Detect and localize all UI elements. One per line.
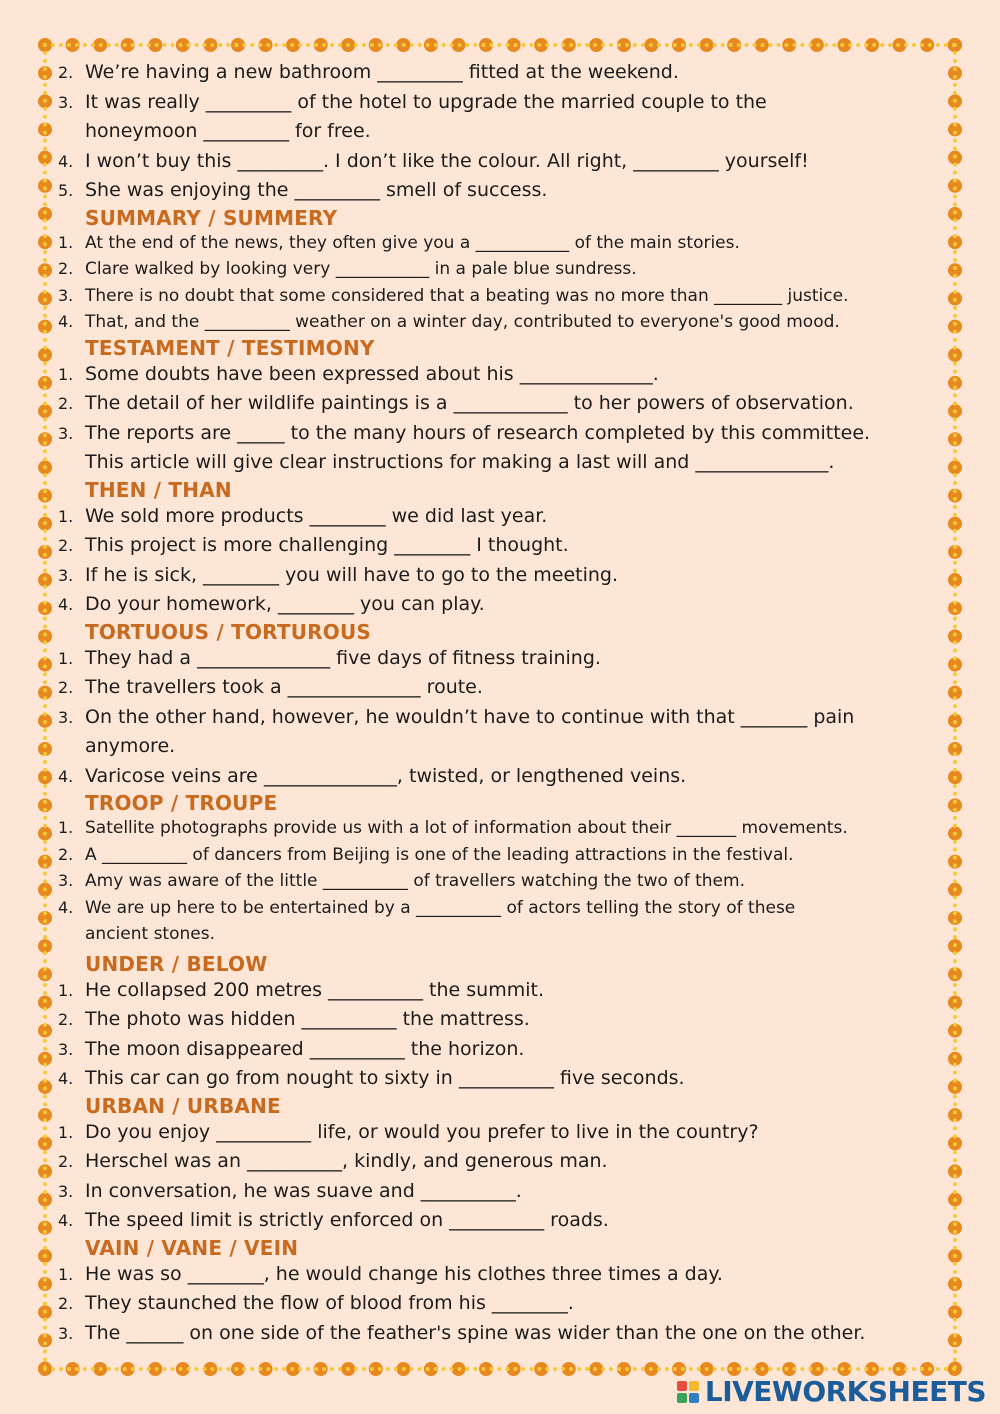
list-item — [58, 1289, 953, 1319]
item-number: 3. — [58, 565, 74, 585]
list-item — [58, 88, 953, 118]
item-text: In conversation, he was suave and __________. — [85, 1179, 522, 1202]
item-number: 4. — [58, 151, 74, 171]
item-number: 4. — [58, 595, 74, 614]
item-text: That, and the __________ weather on a winter day, contributed to everyone's good mood. — [85, 312, 840, 332]
list-item — [58, 448, 953, 478]
list-item — [58, 360, 953, 390]
item-text: anymore. — [85, 735, 176, 757]
item-number: 1. — [58, 980, 74, 1000]
list-item — [58, 1035, 953, 1065]
item-text: At the end of the news, they often give you a ___________ of the main stories. — [85, 232, 740, 253]
item-text: On the other hand, however, he wouldn’t have to continue with that _______ pain — [85, 705, 855, 728]
item-text: There is no doubt that some considered that a beating was no more than ________ justice. — [85, 285, 849, 306]
section-heading-then-than: THEN / THAN — [85, 477, 232, 502]
logo-square-yellow — [689, 1381, 699, 1391]
item-number: 1. — [58, 648, 74, 668]
item-number: 4. — [58, 1069, 74, 1088]
item-text: The travellers took a ______________ route. — [85, 676, 483, 698]
item-number: 3. — [58, 871, 74, 890]
logo-square-blue — [689, 1393, 699, 1403]
item-text: This project is more challenging ________ I thought. — [85, 534, 569, 556]
item-number: 5. — [58, 181, 74, 200]
item-text: A __________ of dancers from Beijing is one of the leading attractions in the festival. — [85, 844, 794, 865]
list-item — [58, 762, 953, 792]
list-item — [58, 921, 953, 948]
list-item — [58, 147, 953, 177]
item-text: Do your homework, ________ you can play. — [85, 593, 485, 615]
item-text: We’re having a new bathroom _________ fitted at the weekend. — [85, 61, 679, 83]
list-item — [58, 1319, 953, 1349]
item-number: 3. — [58, 1039, 74, 1059]
worksheet — [58, 58, 953, 1348]
brand-name: LIVEWORKSHEETS — [704, 1375, 986, 1408]
section-heading-vain-vane-vein: VAIN / VANE / VEIN — [85, 1235, 299, 1260]
item-text: Varicose veins are ______________, twisted, or lengthened veins. — [85, 764, 687, 787]
item-text: Some doubts have been expressed about his ______________. — [85, 362, 659, 385]
item-number: 2. — [58, 63, 74, 82]
item-number: 1. — [58, 506, 74, 526]
continued-exercise — [58, 58, 953, 206]
list-item — [58, 703, 953, 733]
item-number: 4. — [58, 312, 74, 331]
item-text: The photo was hidden __________ the mattress. — [85, 1008, 530, 1030]
list-item — [58, 644, 953, 674]
item-number: 1. — [58, 232, 74, 252]
list-item — [58, 895, 953, 922]
logo-square-red — [677, 1381, 687, 1391]
list-item — [58, 389, 953, 419]
list-item — [58, 176, 953, 206]
list-item — [58, 230, 953, 257]
item-number: 3. — [58, 423, 74, 443]
section-vain-vane-vein — [58, 1260, 953, 1349]
list-item — [58, 1177, 953, 1207]
list-item — [58, 256, 953, 283]
list-item — [58, 1005, 953, 1035]
list-item — [58, 590, 953, 620]
list-item — [58, 309, 953, 336]
section-heading-tortuous: TORTUOUS / TORTUROUS — [85, 619, 371, 644]
item-text: The speed limit is strictly enforced on __________ roads. — [85, 1209, 609, 1231]
item-number: 3. — [58, 285, 74, 305]
item-text: Do you enjoy __________ life, or would you prefer to live in the country? — [85, 1120, 759, 1143]
item-text: Satellite photographs provide us with a lot of information about their _______ movements. — [85, 818, 848, 838]
section-heading-urban: URBAN / URBANE — [85, 1093, 281, 1118]
item-text: Amy was aware of the little __________ of travellers watching the two of them. — [85, 871, 745, 891]
item-number: 2. — [58, 1152, 74, 1171]
item-text: If he is sick, ________ you will have to go to the meeting. — [85, 563, 619, 586]
section-heading-summary: SUMMARY / SUMMERY — [85, 205, 338, 230]
item-text: I won’t buy this _________. I don’t like the colour. All right, _________ yourself! — [85, 149, 809, 172]
item-text: She was enjoying the _________ smell of success. — [85, 179, 548, 201]
section-troop — [58, 815, 953, 948]
item-number: 1. — [58, 818, 74, 837]
item-text: They staunched the flow of blood from his ________. — [85, 1292, 574, 1314]
item-text: We are up here to be entertained by a __________ of actors telling the story of these — [85, 897, 796, 918]
item-text: He was so ________, he would change his clothes three times a day. — [85, 1262, 723, 1285]
item-text: The detail of her wildlife paintings is a ____________ to her powers of observation. — [85, 392, 854, 414]
list-item — [58, 868, 953, 895]
logo-square-green — [677, 1393, 687, 1403]
item-text: They had a ______________ five days of fitness training. — [85, 646, 601, 669]
section-summary — [58, 230, 953, 336]
item-number: 3. — [58, 1323, 74, 1343]
item-number: 1. — [58, 364, 74, 384]
section-heading-troop: TROOP / TROUPE — [85, 791, 278, 815]
item-number: 4. — [58, 897, 74, 917]
list-item — [58, 1064, 953, 1094]
item-text: This article will give clear instructions for making a last will and ______________. — [85, 451, 835, 473]
item-number: 3. — [58, 1181, 74, 1201]
list-item — [58, 502, 953, 532]
section-then-than — [58, 502, 953, 620]
section-tortuous — [58, 644, 953, 792]
item-number: 2. — [58, 394, 74, 413]
item-number: 2. — [58, 678, 74, 697]
list-item — [58, 58, 953, 88]
item-number: 2. — [58, 1294, 74, 1313]
item-text: Clare walked by looking very ___________ in a pale blue sundress. — [85, 259, 637, 279]
section-under-below — [58, 976, 953, 1094]
liveworksheets-logo-icon — [677, 1381, 699, 1403]
item-number: 4. — [58, 1211, 74, 1230]
list-item — [58, 283, 953, 310]
item-text: It was really _________ of the hotel to upgrade the married couple to the — [85, 90, 767, 113]
item-text: The reports are _____ to the many hours of research completed by this committee. — [85, 421, 871, 444]
item-number: 2. — [58, 1010, 74, 1029]
item-text: The ______ on one side of the feather's spine was wider than the one on the other. — [85, 1321, 866, 1344]
list-item — [58, 1206, 953, 1236]
item-number: 1. — [58, 1264, 74, 1284]
list-item — [58, 419, 953, 449]
item-number: 1. — [58, 1122, 74, 1142]
item-number: 2. — [58, 536, 74, 555]
section-urban — [58, 1118, 953, 1236]
list-item — [58, 732, 953, 762]
list-item — [58, 1147, 953, 1177]
list-item — [58, 1118, 953, 1148]
item-text: The moon disappeared __________ the horizon. — [85, 1037, 525, 1060]
liveworksheets-brand[interactable] — [677, 1375, 986, 1408]
item-text: This car can go from nought to sixty in __________ five seconds. — [85, 1067, 685, 1089]
item-text: honeymoon _________ for free. — [85, 120, 371, 142]
list-item — [58, 673, 953, 703]
item-number: 3. — [58, 92, 74, 112]
item-text: ancient stones. — [85, 924, 215, 944]
item-number: 2. — [58, 844, 74, 864]
list-item — [58, 842, 953, 869]
item-number: 3. — [58, 707, 74, 727]
list-item — [58, 531, 953, 561]
item-text: He collapsed 200 metres __________ the summit. — [85, 978, 544, 1001]
section-testament — [58, 360, 953, 478]
list-item — [58, 976, 953, 1006]
section-heading-under-below: UNDER / BELOW — [85, 951, 268, 976]
list-item — [58, 1260, 953, 1290]
item-text: Herschel was an __________, kindly, and generous man. — [85, 1150, 608, 1172]
item-text: We sold more products ________ we did last year. — [85, 504, 548, 527]
item-number: 4. — [58, 766, 74, 786]
list-item — [58, 117, 953, 147]
list-item — [58, 815, 953, 842]
section-heading-testament: TESTAMENT / TESTIMONY — [85, 335, 375, 360]
list-item — [58, 561, 953, 591]
item-number: 2. — [58, 259, 74, 278]
